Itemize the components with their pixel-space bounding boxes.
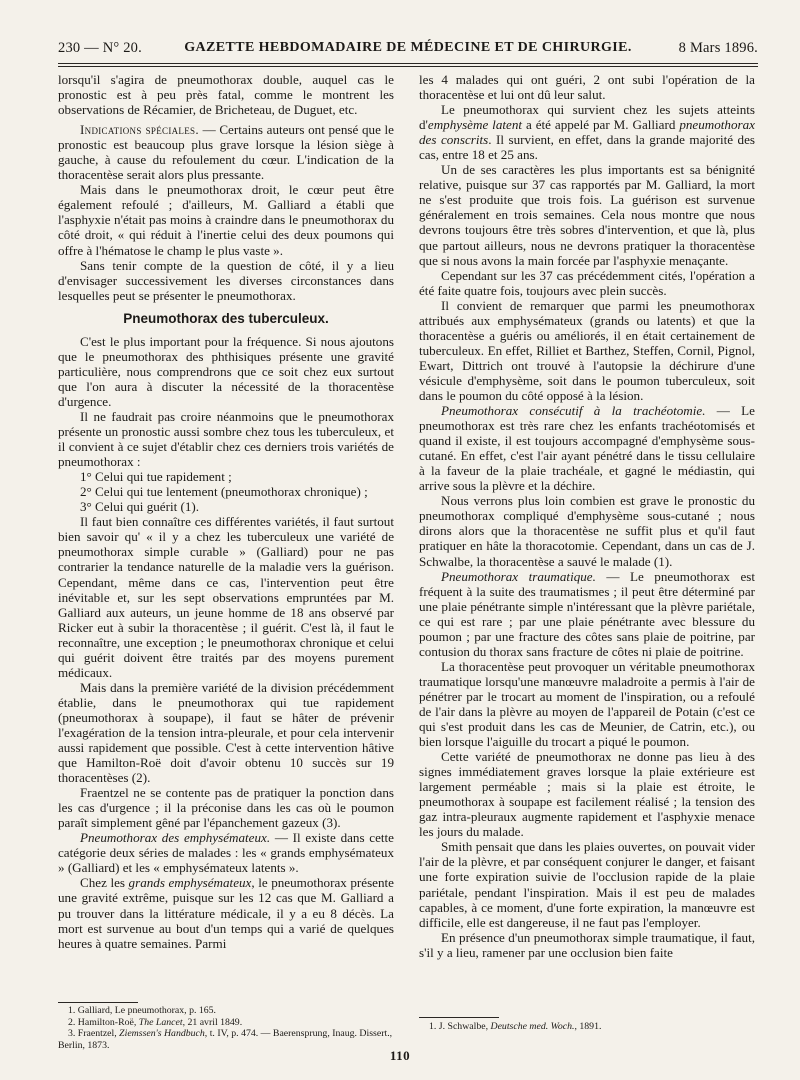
paragraph-text: a été appelé par M. Galliard: [522, 117, 680, 133]
footnote-text: , 1891.: [574, 1021, 602, 1032]
footnote-rule: [419, 1017, 499, 1018]
paragraph-text: — Il existe dans cette catégorie deux séries de malades : les « grands emphysémateux » (Galliard) et les « emphysémateux latents ».: [58, 830, 394, 876]
paragraph: En présence d'un pneumothorax simple traumatique, il faut, s'il y a lieu, ramener par une occlusion bien faite: [419, 929, 755, 960]
footnote-text: 2. Hamilton-Roë,: [68, 1016, 139, 1028]
header-rule-top: [58, 63, 758, 64]
footnote-emphasis: The Lancet: [138, 1016, 183, 1028]
paragraph-text: — Le pneumothorax est très rare chez les enfants trachéotomisés et quand il existe, il est toujours accompagné d'emphysème sous-cutané. En effet, c'est l'air ayant pénétré dans le tissu cellulaire à la faveur de la plaie trachéale, et gagné le médiastin, qui arrive sous la plèvre et la déchire.: [419, 403, 755, 494]
paragraph: les 4 malades qui ont guéri, 2 ont subi l'opération de la thoracentèse et lui ont dû leur salut.: [419, 72, 755, 103]
paragraph: Il convient de remarquer que parmi les pneumothorax attribués aux emphysémateux (grands ou latents) et que la thoracentèse a guéris ou améliorés, il en était certainement de tuberculeux. En effet, Rilliet et Barthez, Steffen, Cornil, Pignol, Ewart, Dittrich ont trouvé à l'autopsie la déchirure d'une vésicule d'emphysème, soit dans le poumon tuberculeux, soit dans le poumon du côté opposé à la lésion.: [419, 297, 755, 403]
paragraph: Un de ses caractères les plus importants est sa bénignité relative, puisque sur 37 cas rapportés par M. Galliard, la mort ne s'est produite que trois fois. La guérison est survenue généralement en trois semaines. Cela nous montre que nous devrons toujours être très sobres d'intervention, et que là, plus que partout ailleurs, nous ne devrons pratiquer la thoracentèse que si nous avons la main forcée par l'asphyxie menaçante.: [419, 162, 755, 268]
footnote: 1. Galliard, Le pneumothorax, p. 165.: [68, 1005, 217, 1016]
paragraph: Mais dans le pneumothorax droit, le cœur peut être également refoulé ; d'ailleurs, M. Galliard a établi que l'asphyxie n'était pas moins à craindre dans le pneumothorax du côté droit, « qui réduit à l'inertie celui des deux poumons qui offre à l'hématose le champ le plus vaste ».: [58, 182, 394, 258]
paragraph: Il faut bien connaître ces différentes variétés, il faut surtout bien savoir qu' « il y a chez les tuberculeux une variété de pneumothorax simple curable » (Galliard) pour ne pas contrarier la tendance naturelle de la maladie vers la guérison. Cependant, même dans ce cas, l'intervention peut être inévitable et, sur les sept observations empruntées par M. Galliard aux auteurs, un jeune homme de 18 ans observé par Ricker eut à subir la thoracentèse ; il guérit. C'est là, il faut le reconnaître, une exception ; le pneumothorax chronique et celui qui guérit doivent être traités par des moyens purement médicaux.: [58, 514, 394, 680]
paragraph: Nous verrons plus loin combien est grave le pronostic du pneumothorax compliqué d'emphysème sous-cutané ; nous dirons alors que la thoracentèse ne suffit plus et qu'il faut pratiquer en hâte la thoracotomie. Cependant, dans un cas de J. Schwalbe, la thoracentèse a sauvé le malade (1).: [419, 493, 755, 569]
page-number-issue: 230 — N° 20.: [58, 40, 142, 56]
paragraph: [419, 569, 755, 659]
paragraph: Cependant sur les 37 cas précédemment cités, l'opération a été faite quatre fois, toujours avec plein succès.: [419, 267, 755, 298]
footnotes-right: [419, 1021, 755, 1033]
footnote: [58, 1017, 398, 1029]
section-lead: Pneumothorax traumatique.: [441, 568, 596, 584]
emphasis: pneumothorax des conscrits: [419, 117, 755, 148]
paragraph: La thoracentèse peut provoquer un véritable pneumothorax traumatique lorsqu'une manœuvre maladroite a permis à l'air de pénétrer par le trocart au moment de l'inspiration, ou a refoulé de l'air dans la plèvre au moyen de l'appareil de Potain (c'est ce qui s'est produit dans les cas de Meunier, de Catrin, etc.), ou bien lorsque l'aiguille du trocart a piqué le poumon.: [419, 658, 755, 750]
paragraph: [419, 102, 755, 162]
running-header: [58, 40, 758, 58]
journal-title: GAZETTE HEBDOMADAIRE DE MÉDECINE ET DE CHIRURGIE.: [184, 40, 632, 55]
section-lead: Indications spéciales.: [80, 122, 199, 138]
section-lead: Pneumothorax consécutif à la trachéotomie.: [441, 403, 706, 419]
footnote-text: 1. J. Schwalbe,: [429, 1021, 491, 1032]
header-rule-bottom: [58, 66, 758, 67]
footnote-text: 3. Fraentzel,: [68, 1028, 120, 1039]
paragraph: Smith pensait que dans les plaies ouvertes, on pouvait vider l'air de la plèvre, et par conséquent conjurer le danger, et faisant une forte expiration suivie de l'occlusion rapide de la plaie pariétale, pendant l'inspiration. Mais il est peu de malades capables, à ce moment, d'une forte expiration, la manœuvre est difficile, elle est dangereuse, il ne faut pas l'employer.: [419, 839, 755, 930]
emphasis: grands emphysémateux: [128, 875, 252, 891]
list-item: 1° Celui qui tue rapidement ;: [80, 469, 232, 485]
section-lead: Pneumothorax des emphysémateux.: [80, 830, 271, 846]
section-heading: Pneumothorax des tuberculeux.: [123, 310, 329, 326]
issue-date: 8 Mars 1896.: [678, 40, 758, 56]
footnotes-left: [58, 1005, 398, 1051]
paragraph: Fraentzel ne se contente pas de pratiquer la ponction dans les cas d'urgence ; il la préconise dans les cas où le poumon paraît simplement gêné par l'épanchement gazeux (3).: [58, 785, 394, 831]
list-item: 2° Celui qui tue lentement (pneumothorax chronique) ;: [80, 484, 368, 500]
paragraph-text: , le pneumothorax présente une gravité extrême, puisque sur les 12 cas que M. Galliard a pu trouver dans la littérature médicale, il y a eu 8 décès. La mort est survenue au bout d'un temps qui a varié de quelques heures à quatre semaines. Parmi: [58, 875, 394, 951]
left-column: [58, 72, 394, 951]
paragraph: C'est le plus important pour la fréquence. Si nous ajoutons que le pneumothorax des phthisiques présente une gravité particulière, nous comprendrons que ce soit chez eux surtout que l'on aura à discuter la nécessité de la thoracentèse d'urgence.: [58, 333, 394, 409]
paragraph-text: . Il survient, en effet, dans la grande majorité des cas, entre 18 et 25 ans.: [419, 132, 755, 163]
footnote-text: , t. IV, p. 474. — Baerensprung, Inaug. Dissert., Berlin, 1873.: [58, 1028, 393, 1051]
footnote-text: , 21 avril 1849.: [182, 1016, 243, 1028]
paragraph: [58, 830, 394, 875]
paragraph: [58, 122, 394, 182]
list-item: 3° Celui qui guérit (1).: [80, 499, 200, 515]
footnote-rule: [58, 1002, 138, 1003]
folio-number: 110: [389, 1048, 411, 1063]
paragraph: Sans tenir compte de la question de côté, il y a lieu d'envisager successivement les diverses circonstances dans lesquelles peut se présenter le pneumothorax.: [58, 257, 394, 303]
paragraph: Mais dans la première variété de la division précédemment établie, dans le pneumothorax qui tue rapidement (pneumothorax à soupape), il faut se hâter de prévenir l'exagération de la tension intra-pleurale, et pour cela intervenir aussi rapidement que possible. C'est à cette intervention hâtive que Hamilton-Roë doit d'avoir obtenu 10 succès sur 19 thoracentèses (2).: [58, 679, 394, 786]
right-column: [419, 72, 755, 960]
paragraph-text: — Certains auteurs ont pensé que le pronostic est beaucoup plus grave lorsque la lésion siège à gauche, à cause du refoulement du cœur. L'indication de la thoracentèse serait alors plus pressante.: [58, 122, 394, 183]
footnote: [419, 1021, 755, 1033]
paragraph: Il ne faudrait pas croire néanmoins que le pneumothorax présente un pronostic aussi sombre chez tous les tuberculeux, et il convient à ce sujet d'établir chez ces derniers trois variétés de pneumothorax :: [58, 408, 394, 470]
paragraph-text: Chez les: [80, 875, 129, 891]
paragraph-text: — Le pneumothorax est fréquent à la suite des traumatismes ; il peut être déterminé par une plaie pénétrante simple n'intéressant que la plèvre pariétale, ce qui est rare ; par une plaie pénétrante avec blessure du poumon ; par une fracture des côtes sans plaie de poitrine, par contusion du thorax sans fracture de côtes ni plaie de poitrine.: [419, 568, 755, 659]
paragraph: Cette variété de pneumothorax ne donne pas lieu à des signes immédiatement graves lorsque la plaie extérieure est largement perméable ; mais si la plaie est étroite, le pneumothorax à soupape est facilement réalisé ; la tension des gaz intra-pleuraux augmente rapidement et l'asphyxie menace les jours du malade.: [419, 749, 755, 840]
paragraph: [58, 875, 394, 950]
paragraph-text: Le pneumothorax qui survient chez les sujets atteints d': [419, 102, 755, 133]
footnote-emphasis: Deutsche med. Woch.: [490, 1021, 575, 1032]
paragraph: [419, 403, 755, 493]
emphasis: emphysème latent: [427, 117, 523, 133]
paragraph: lorsqu'il s'agira de pneumothorax double, auquel cas le pronostic est à peu près fatal, comme le montrent les observations de Récamier, de Bricheteau, de Duguet, etc.: [58, 72, 394, 118]
footnote-emphasis: Ziemssen's Handbuch: [119, 1028, 205, 1039]
